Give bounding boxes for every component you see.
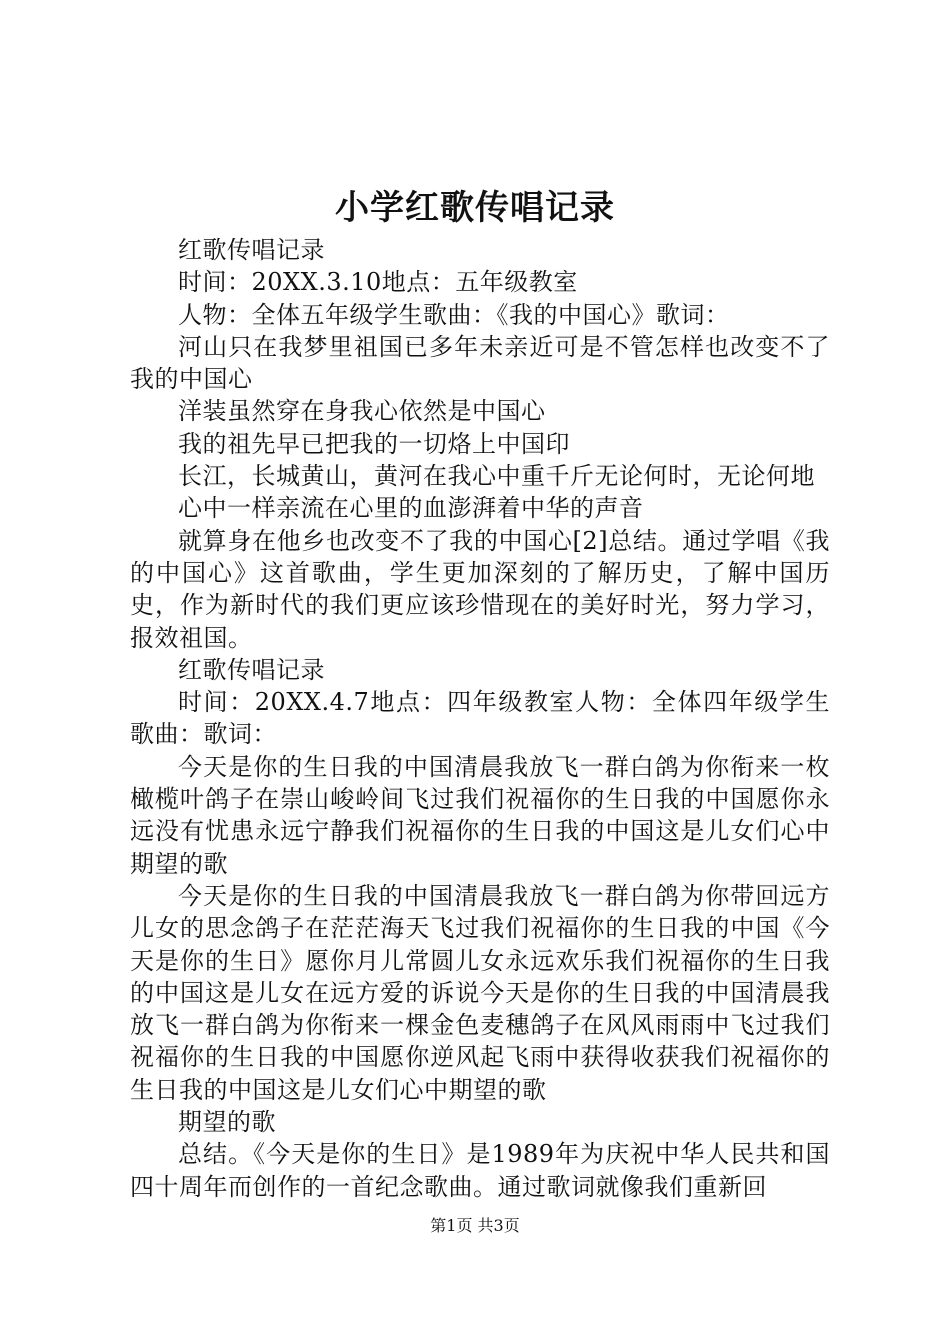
paragraph: 洋装虽然穿在身我心依然是中国心 <box>178 397 546 426</box>
paragraph: 长江，长城黄山，黄河在我心中重千斤无论何时，无论何地 <box>178 462 815 491</box>
paragraph: 今天是你的生日我的中国清晨我放飞一群白鸽为你带回远方儿女的思念鸽子在茫茫海天飞过我们祝福你的生日我的中国《今天是你的生日》愿你月儿常圆儿女永远欢乐我们祝福你的生日我的中国这是儿女在远方爱的诉说今天是你的生日我的中国清晨我放飞一群白鸽为你衔来一棵金色麦穗鸽子在风风雨雨中飞过我们祝福你的生日我的中国愿你逆风起飞雨中获得收获我们祝福你的生日我的中国这是儿女们心中期望的歌 <box>130 881 830 1104</box>
paragraph: 心中一样亲流在心里的血澎湃着中华的声音 <box>178 494 644 523</box>
document-body <box>130 234 830 1203</box>
paragraph: 人物：全体五年级学生歌曲：《我的中国心》歌词： <box>178 300 730 329</box>
paragraph: 今天是你的生日我的中国清晨我放飞一群白鸽为你衔来一枚橄榄叶鸽子在崇山峻岭间飞过我们祝福你的生日我的中国愿你永远没有忧患永远宁静我们祝福你的生日我的中国这是儿女们心中期望的歌 <box>130 752 830 878</box>
paragraph: 总结。《今天是你的生日》是1989年为庆祝中华人民共和国四十周年而创作的一首纪念歌曲。通过歌词就像我们重新回 <box>130 1140 830 1201</box>
paragraph: 河山只在我梦里祖国已多年未亲近可是不管怎样也改变不了我的中国心 <box>130 332 830 394</box>
page-footer: 第1页 共3页 <box>430 1216 520 1235</box>
paragraph: 时间：20XX.4.7地点：四年级教室人物：全体四年级学生歌曲：歌词： <box>130 688 830 749</box>
paragraph: 红歌传唱记录 <box>178 655 325 684</box>
paragraph: 就算身在他乡也改变不了我的中国心[2]总结。通过学唱《我的中国心》这首歌曲，学生更加深刻的了解历史，了解中国历史，作为新时代的我们更应该珍惜现在的美好时光，努力学习，报效祖国。 <box>130 526 830 652</box>
paragraph: 时间：20XX.3.10地点：五年级教室 <box>178 268 578 297</box>
paragraph: 期望的歌 <box>178 1108 276 1137</box>
paragraph: 我的祖先早已把我的一切烙上中国印 <box>178 429 570 458</box>
document-title: 小学红歌传唱记录 <box>335 188 615 228</box>
paragraph: 红歌传唱记录 <box>178 236 325 264</box>
